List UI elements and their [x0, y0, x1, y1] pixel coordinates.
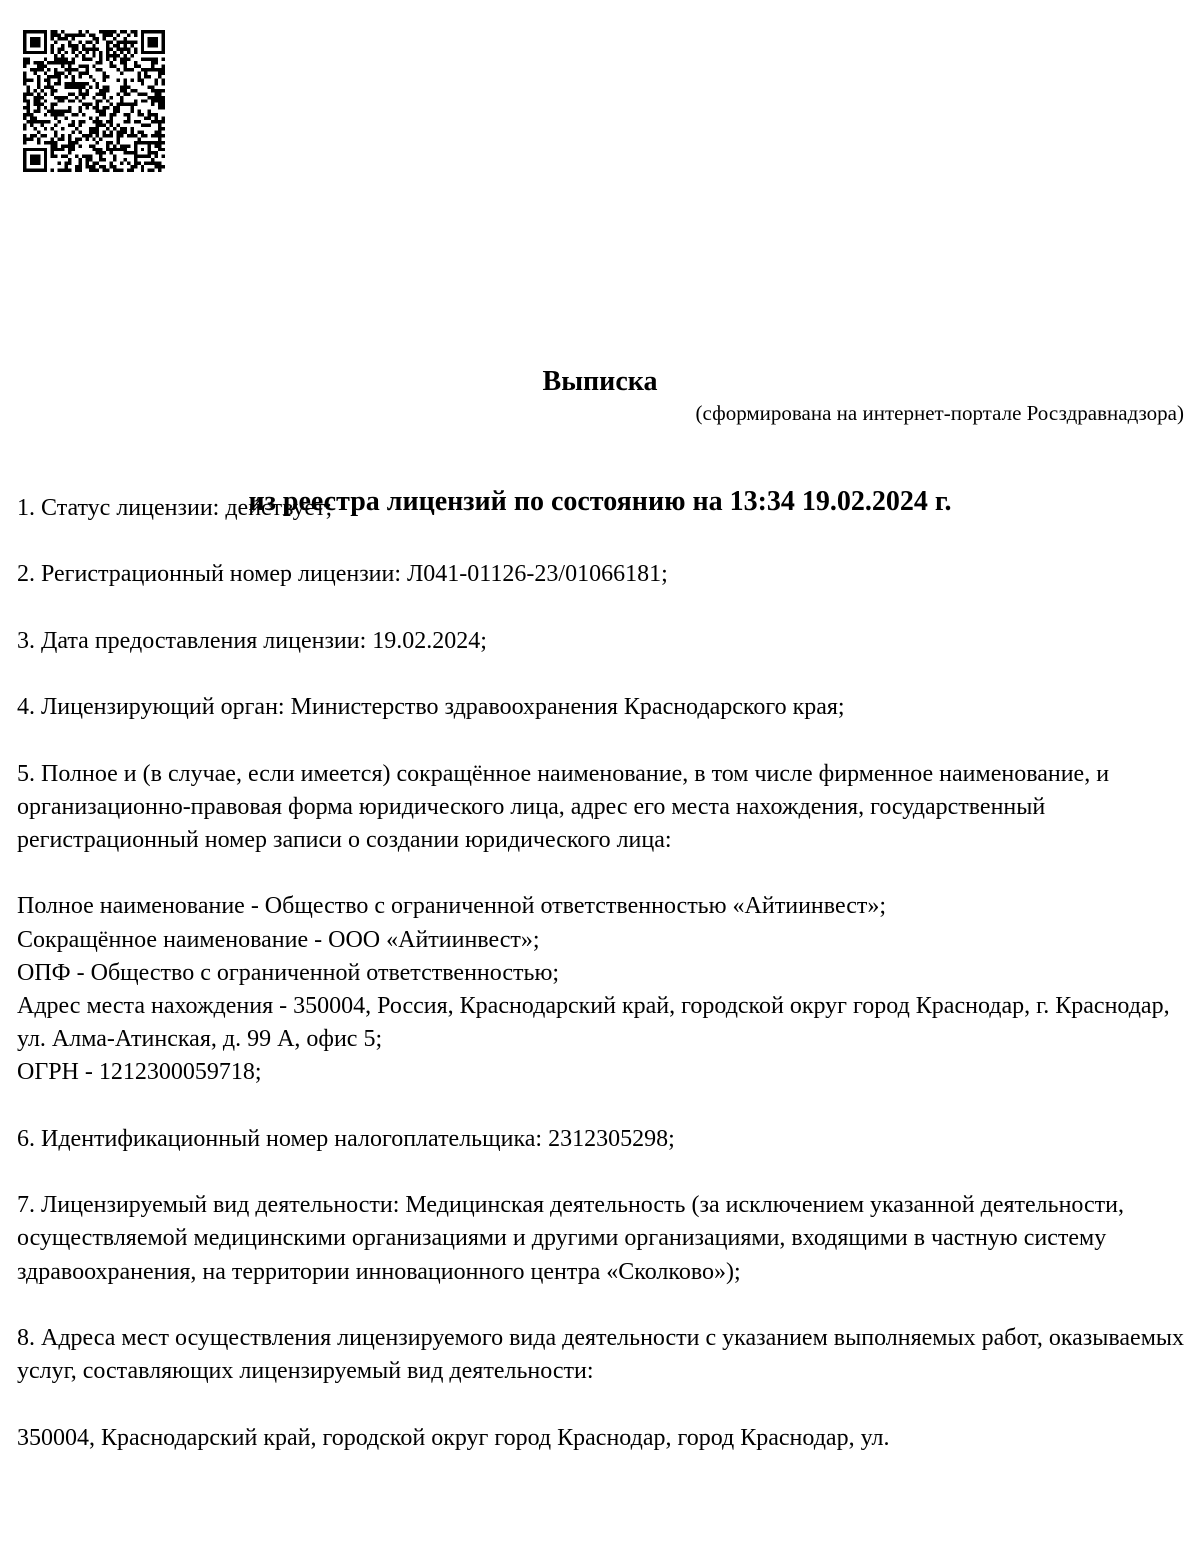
org-name-heading: 5. Полное и (в случае, если имеется) сокращённое наименование, в том числе фирменное наименование, и организационно-правовая форма юридического лица, адрес его места нахождения, государственный регистрационный номер записи о создании юридического лица: [17, 760, 1116, 853]
title-line-1: Выписка [542, 366, 658, 397]
title-line-2: из реестра лицензий по состоянию на 13:34 19.02.2024 г. [248, 486, 952, 517]
registration-number: 2. Регистрационный номер лицензии: Л041-01126-23/01066181; [17, 561, 668, 588]
formation-note: (сформирована на интернет-портале Росздравнадзора) [695, 401, 1184, 425]
activity-addresses-heading: 8. Адреса мест осуществления лицензируемого вида деятельности с указанием выполняемых работ, оказываемых услуг, составляющих лицензируемый вид деятельности: [17, 1324, 1190, 1385]
document-body [17, 492, 1190, 1488]
activity-address: 350004, Краснодарский край, городской округ город Краснодар, город Краснодар, ул. [17, 1424, 890, 1451]
grant-date: 3. Дата предоставления лицензии: 19.02.2024; [17, 627, 487, 654]
licensed-activity: 7. Лицензируемый вид деятельности: Медицинская деятельность (за исключением указанной деятельности, осуществляемой медицинскими организациями и другими организациями, входящими в частную систему здравоохранения, на территории инновационного центра «Сколково»); [17, 1192, 1131, 1285]
licensing-authority: 4. Лицензирующий орган: Министерство здравоохранения Краснодарского края; [17, 694, 845, 721]
license-status: 1. Статус лицензии: действует; [17, 495, 333, 521]
taxpayer-id: 6. Идентификационный номер налогоплательщика: 2312305298; [17, 1125, 675, 1152]
qr-code-icon [23, 30, 165, 172]
org-details: Полное наименование - Общество с ограниченной ответственностью «Айтиинвест»; Сокращённое наименование - ООО «Айтиинвест»; ОПФ - Общество с ограниченной ответственностью; Адрес места нахождения - 350004, Россия, Краснодарский край, городской округ город Краснодар, г. Краснодар, ул. Алма-Атинская, д. 99 А, офис 5; ОГРН - 1212300059718; [17, 893, 1170, 1086]
